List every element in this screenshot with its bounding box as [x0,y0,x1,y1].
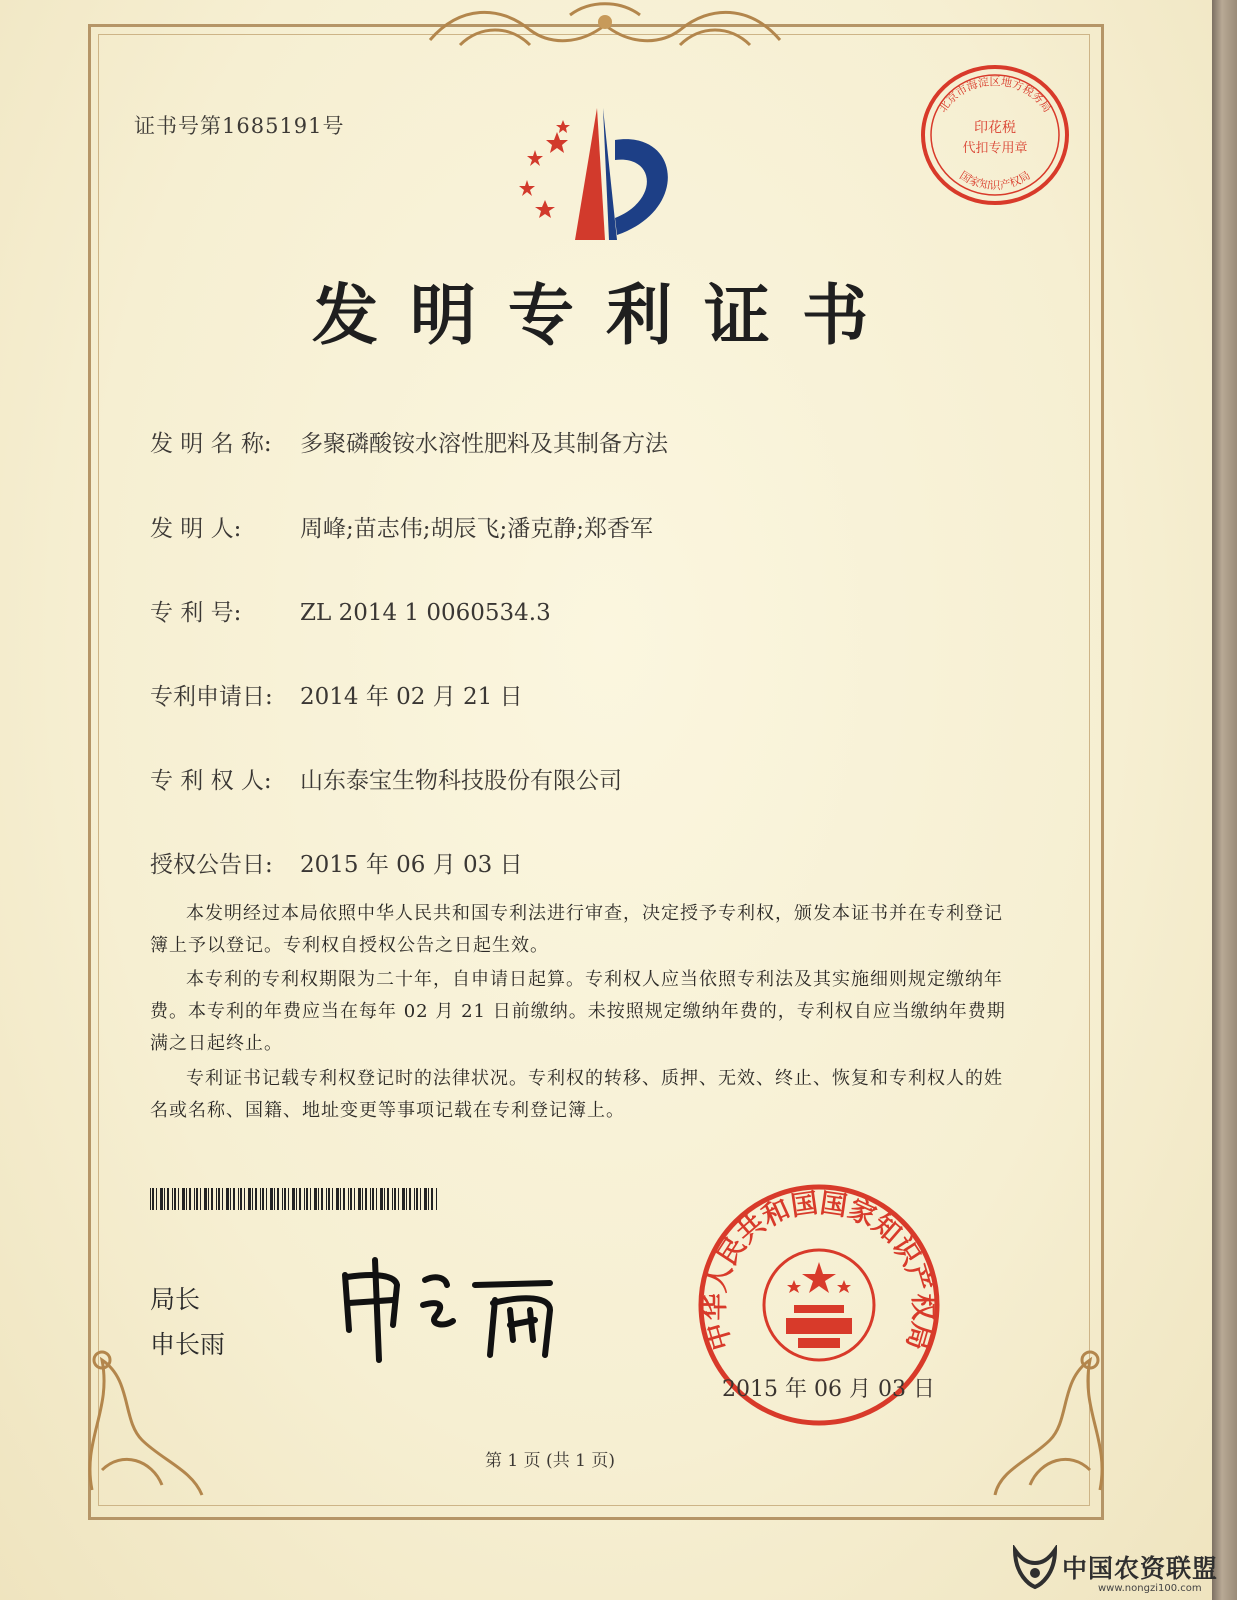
field-value: 2014 年 02 月 21 日 [300,684,523,710]
corner-ornament-bottom-right [990,1320,1120,1500]
patent-office-logo-icon [505,100,685,250]
field-patentee [150,762,622,795]
field-label: 专 利 号: [150,600,242,626]
page-edge-shadow [1212,0,1237,1600]
site-name: 中国农资联盟 [1062,1554,1219,1583]
director-title: 局长 [150,1285,201,1314]
body-paragraph-2: 本专利的专利权期限为二十年，自申请日起算。专利权人应当依照专利法及其实施细则规定缴纳年费。本专利的年费应当在每年 02 月 21 日前缴纳。未按照规定缴纳年费的，专利权自应当缴纳年费期满之日起终止。 [150,969,1006,1054]
tax-stamp-seal [915,60,1075,210]
site-url: www.nongzi100.com [1098,1583,1202,1594]
svg-text:代扣专用章: 代扣专用章 [962,141,1028,156]
field-label: 专利申请日: [150,684,273,710]
barcode [150,1188,440,1210]
svg-text:北京市海淀区地方税务局: 北京市海淀区地方税务局 [936,75,1054,115]
field-label: 授权公告日: [150,852,273,878]
site-logo-icon [1010,1545,1060,1590]
field-label: 发 明 人: [150,516,242,542]
field-application-date [150,678,523,711]
director-name: 申长雨 [150,1330,226,1359]
top-ornament [420,0,790,60]
page-number: 第 1 页 (共 1 页) [485,1451,615,1471]
field-value: 2015 年 06 月 03 日 [300,852,523,878]
field-patent-number [150,594,551,627]
certificate-title: 发明专利证书 [312,276,900,354]
director-signature [335,1255,595,1365]
field-value: 多聚磷酸铵水溶性肥料及其制备方法 [300,431,668,457]
svg-text:印花税: 印花税 [974,120,1016,136]
field-label: 专 利 权 人: [150,768,272,794]
field-inventors [150,510,653,543]
field-value: ZL 2014 1 0060534.3 [300,600,551,626]
field-label: 发 明 名 称: [150,431,272,457]
seal-date: 2015 年 06 月 03 日 [722,1377,935,1402]
svg-text:国家知识产权局: 国家知识产权局 [957,168,1033,193]
body-paragraph-1: 本发明经过本局依照中华人民共和国专利法进行审查，决定授予专利权，颁发本证书并在专利登记簿上予以登记。专利权自授权公告之日起生效。 [150,903,1003,956]
field-value: 周峰;苗志伟;胡辰飞;潘克静;郑香军 [300,516,653,542]
field-grant-date [150,846,523,879]
svg-text:中华人民共和国国家知识产权局: 中华人民共和国国家知识产权局 [699,1187,939,1354]
field-invention-name [150,425,668,458]
body-paragraph-3: 专利证书记载专利权登记时的法律状况。专利权的转移、质押、无效、终止、恢复和专利权人的姓名或名称、国籍、地址变更等事项记载在专利登记簿上。 [150,1068,1003,1121]
certificate-number: 证书号第1685191号 [134,114,345,138]
field-value: 山东泰宝生物科技股份有限公司 [300,768,622,794]
